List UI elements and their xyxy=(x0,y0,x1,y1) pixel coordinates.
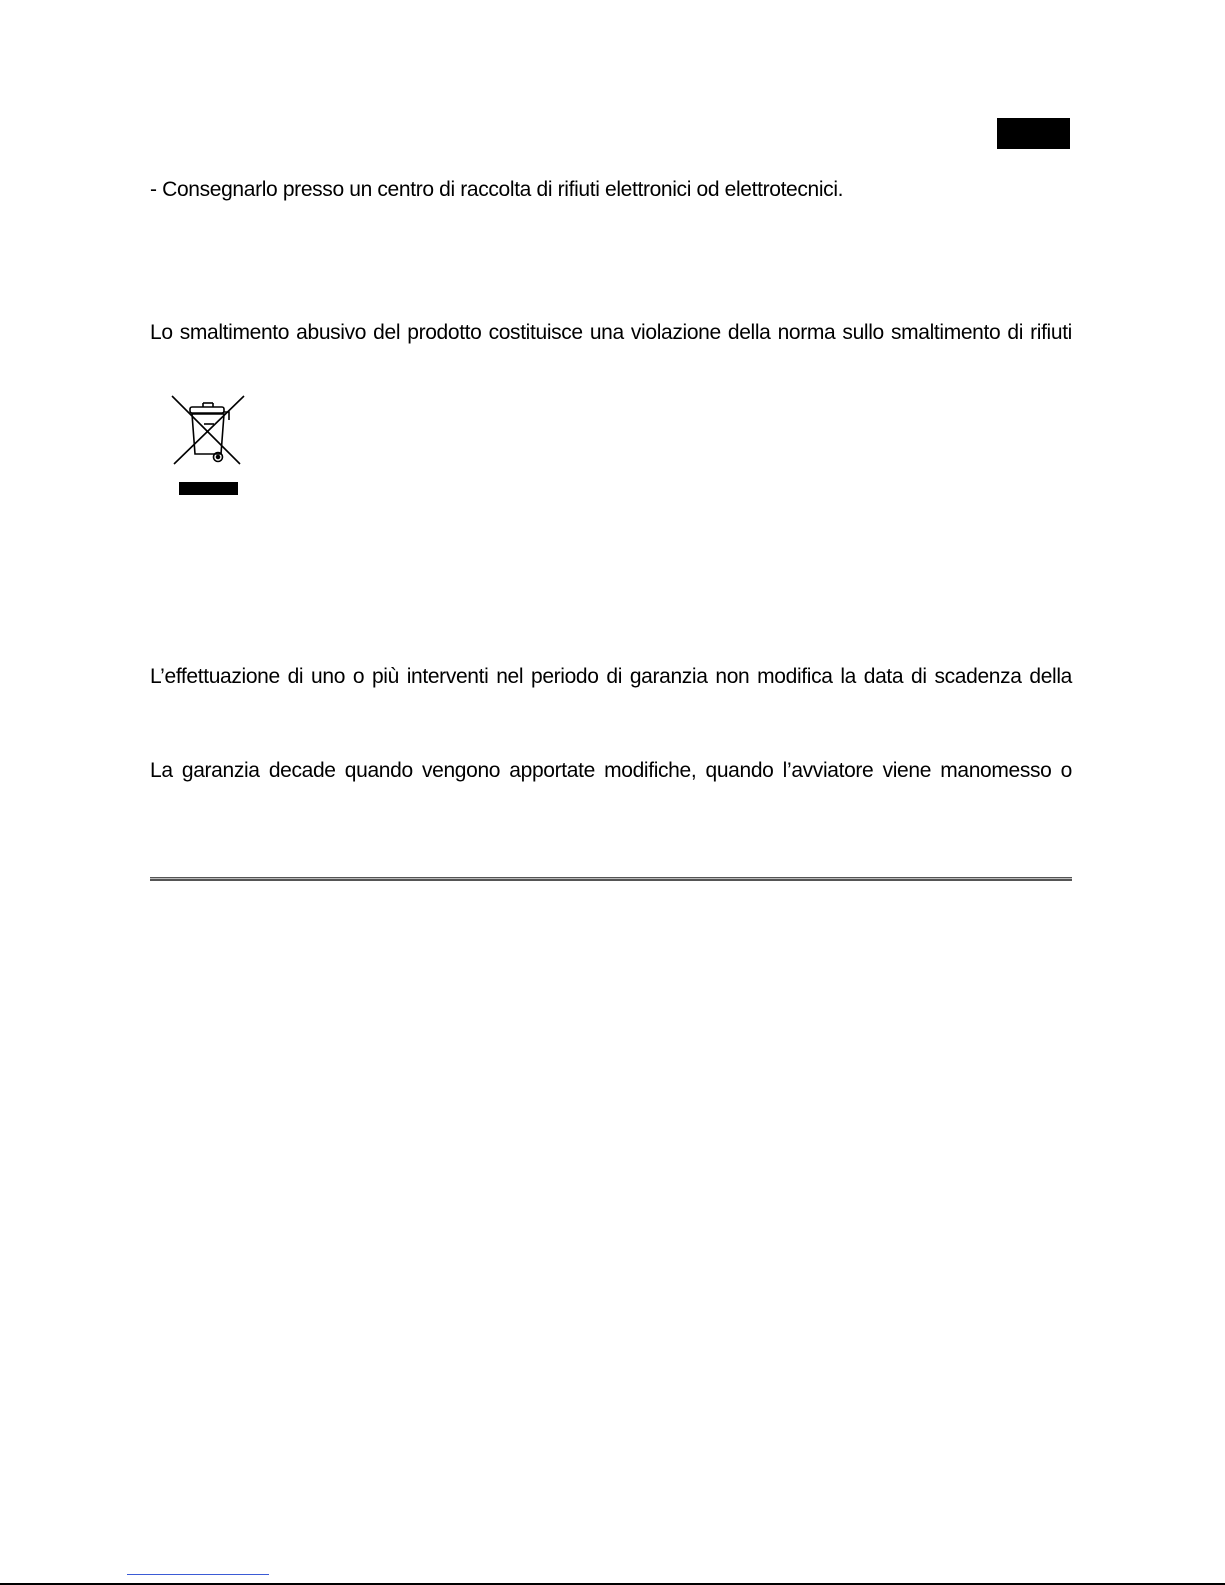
footer-link-underline xyxy=(127,1574,269,1575)
text-line-smaltimento: Lo smaltimento abusivo del prodotto costituisce una violazione della norma sullo smaltimento di rifiuti xyxy=(150,321,1072,344)
weee-bin-icon xyxy=(170,394,248,470)
text-line-consegna: - Consegnarlo presso un centro di raccolta di rifiuti elettronici od elettrotecnici. xyxy=(150,178,844,201)
weee-redaction-bar xyxy=(179,482,238,495)
text-line-garanzia: La garanzia decade quando vengono apportate modifiche, quando l’avviatore viene manomesso o xyxy=(150,759,1072,782)
section-divider xyxy=(150,877,1072,881)
redacted-header-box xyxy=(997,118,1070,149)
text-line-interventi: L’effettuazione di uno o più interventi nel periodo di garanzia non modifica la data di scadenza della xyxy=(150,665,1072,688)
